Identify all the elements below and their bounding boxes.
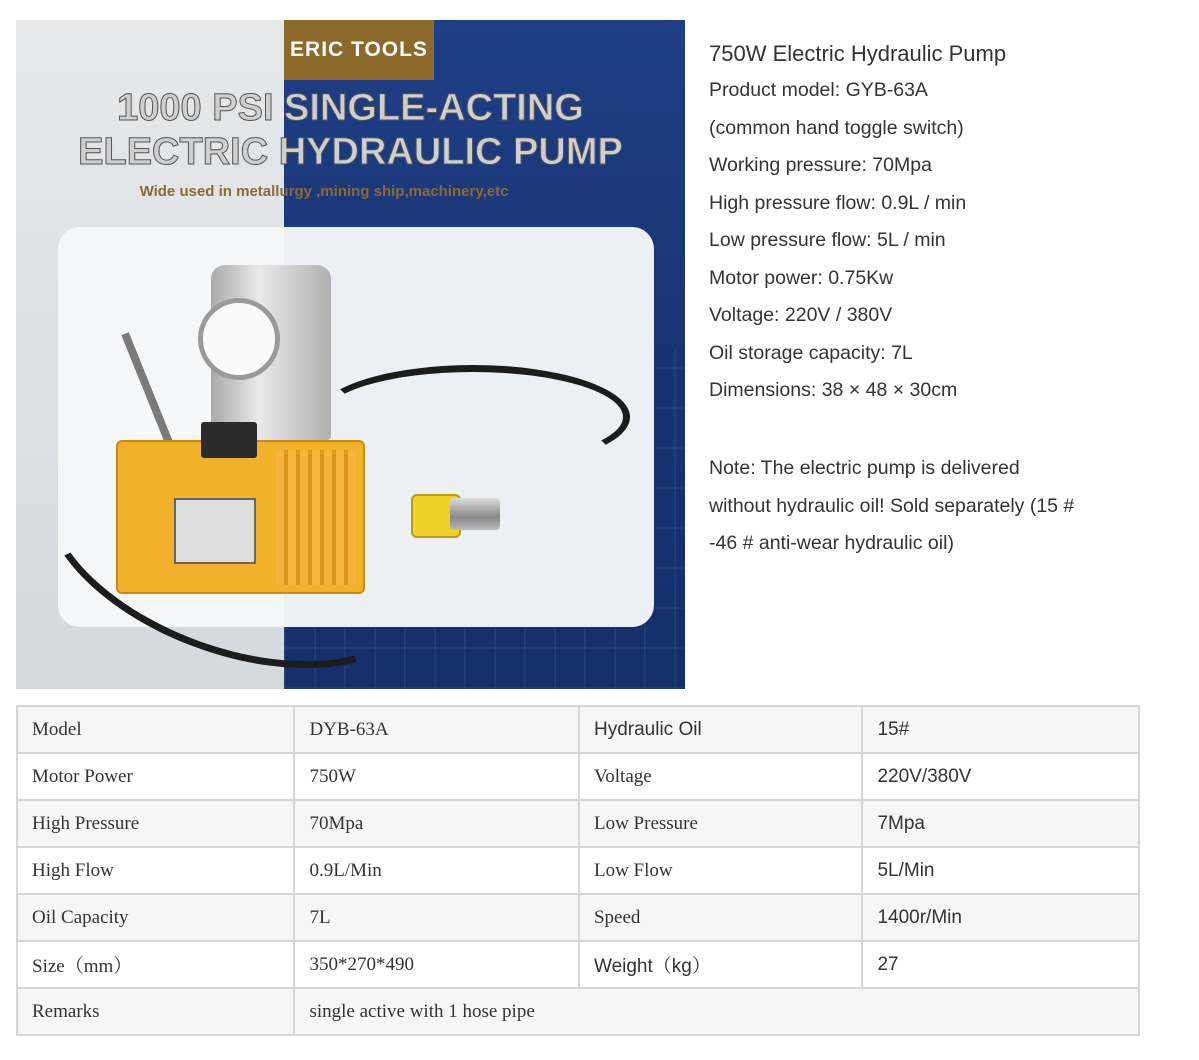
- table-cell: DYB-63A: [294, 706, 579, 753]
- spec-line: Product model: GYB-63A: [709, 79, 928, 101]
- table-cell: Motor Power: [17, 753, 294, 800]
- note-line: without hydraulic oil! Sold separately (15 #: [709, 494, 1075, 517]
- table-cell: 15#: [862, 706, 1139, 753]
- table-cell: Size（mm）: [17, 941, 294, 988]
- banner-headline-line2: ELECTRIC HYDRAULIC PUMP: [78, 131, 623, 173]
- pump-fins: [276, 450, 356, 585]
- table-cell: Remarks: [17, 988, 294, 1035]
- banner-subline: Wide used in metallurgy ,mining ship,machinery,etc: [139, 183, 509, 200]
- table-cell: 220V/380V: [862, 753, 1139, 800]
- delivery-note: [709, 450, 1149, 563]
- spec-line: Oil storage capacity: 7L: [709, 341, 913, 364]
- table-cell: 750W: [294, 753, 579, 800]
- table-cell: 27: [862, 941, 1139, 988]
- product-title: 750W Electric Hydraulic Pump: [709, 41, 1007, 66]
- table-cell: single active with 1 hose pipe: [294, 988, 1139, 1035]
- table-cell: High Flow: [17, 847, 294, 894]
- pressure-gauge: [198, 298, 280, 380]
- table-cell: 70Mpa: [294, 800, 579, 847]
- table-cell: 0.9L/Min: [294, 847, 579, 894]
- table-cell: Weight（kg）: [579, 941, 862, 988]
- table-cell: Hydraulic Oil: [579, 706, 862, 753]
- note-line: Note: The electric pump is delivered: [709, 457, 1020, 479]
- spec-line: (common hand toggle switch): [709, 116, 964, 139]
- product-image: [16, 20, 685, 689]
- table-cell: 350*270*490: [294, 941, 579, 988]
- table-row: [17, 753, 1139, 800]
- spec-table: [16, 705, 1140, 1036]
- table-cell: Model: [17, 706, 294, 753]
- pump-valve: [201, 422, 257, 458]
- table-cell: Voltage: [579, 753, 862, 800]
- banner-headline-line1: 1000 PSI SINGLE-ACTING: [117, 87, 584, 129]
- spec-line: High pressure flow: 0.9L / min: [709, 191, 967, 214]
- pump-nameplate: [174, 498, 256, 564]
- table-cell: Low Flow: [579, 847, 862, 894]
- table-cell: 5L/Min: [862, 847, 1139, 894]
- spec-line: Working pressure: 70Mpa: [709, 154, 932, 176]
- table-row: [17, 847, 1139, 894]
- table-cell: Oil Capacity: [17, 894, 294, 941]
- spec-line: Voltage: 220V / 380V: [709, 304, 893, 326]
- table-cell: Low Pressure: [579, 800, 862, 847]
- table-cell: 1400r/Min: [862, 894, 1139, 941]
- table-row: [17, 941, 1139, 988]
- table-cell: 7L: [294, 894, 579, 941]
- brand-badge: [284, 20, 434, 80]
- table-row: [17, 988, 1139, 1035]
- table-row: [17, 894, 1139, 941]
- coupler-fitting: [450, 498, 500, 530]
- table-row: [17, 706, 1139, 753]
- product-specs: [709, 36, 1179, 410]
- table-cell: Speed: [579, 894, 862, 941]
- note-line: -46 # anti-wear hydraulic oil): [709, 532, 954, 554]
- table-cell: 7Mpa: [862, 800, 1139, 847]
- table-cell: High Pressure: [17, 800, 294, 847]
- table-row: [17, 800, 1139, 847]
- spec-line: Motor power: 0.75Kw: [709, 266, 894, 289]
- brand-name: ERIC TOOLS: [290, 38, 428, 61]
- spec-line: Dimensions: 38 × 48 × 30cm: [709, 379, 958, 401]
- spec-line: Low pressure flow: 5L / min: [709, 229, 946, 251]
